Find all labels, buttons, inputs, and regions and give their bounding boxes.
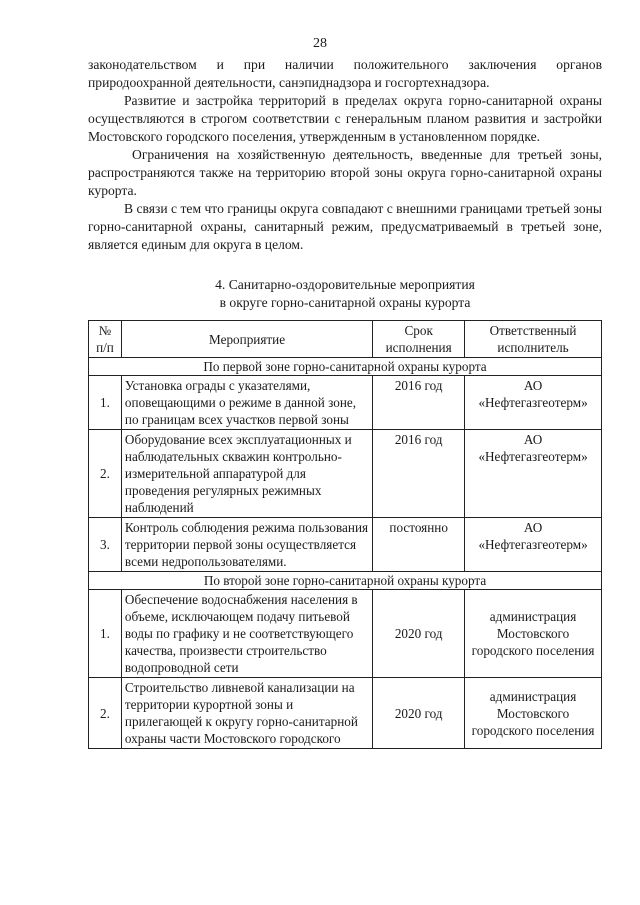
zone-title: По второй зоне горно-санитарной охраны курорта: [89, 572, 602, 590]
header-executor: Ответственный исполнитель: [465, 321, 602, 358]
measures-table: [88, 320, 602, 749]
row-num: 3.: [89, 518, 122, 572]
paragraph: Развитие и застройка территорий в пределах округа горно-санитарной охраны осуществляются в строгом соответствии с генеральным планом развития и застройки Мостовского городского поселения, утвержденным в установленном порядке.: [88, 93, 602, 144]
header-measure: Мероприятие: [121, 321, 372, 358]
table-row: [89, 590, 602, 678]
row-measure: Контроль соблюдения режима пользования территории первой зоны осуществляется всеми недропользователями.: [121, 518, 372, 572]
section-title-line: в округе горно-санитарной охраны курорта: [219, 295, 471, 310]
row-executor: АО «Нефтегазгеотерм»: [465, 430, 602, 518]
row-measure: Оборудование всех эксплуатационных и наблюдательных скважин контрольно-измерительной аппаратурой для проведения регулярных режимных наблюдений: [121, 430, 372, 518]
header-num: № п/п: [89, 321, 122, 358]
row-executor: АО «Нефтегазгеотерм»: [465, 376, 602, 430]
row-measure: Строительство ливневой канализации на территории курортной зоны и прилегающей к округу горно-санитарной охраны части Мостовского городского: [121, 678, 372, 749]
row-num: 1.: [89, 590, 122, 678]
row-measure: Установка ограды с указателями, оповещающими о режиме в данной зоне, по границам всех участков первой зоны: [121, 376, 372, 430]
section-title-line: 4. Санитарно-оздоровительные мероприятия: [215, 277, 475, 292]
row-measure: Обеспечение водоснабжения населения в объеме, исключающем подачу питьевой воды по графику и не соответствующего качества, произвести строительство водопроводной сети: [121, 590, 372, 678]
page-number: 28: [313, 36, 327, 51]
paragraph: Ограничения на хозяйственную деятельность, введенные для третьей зоны, распространяются также на территорию второй зоны округа горно-санитарной охраны курорта.: [88, 147, 602, 198]
table-row: [89, 518, 602, 572]
table-header-row: [89, 321, 602, 358]
zone-row: [89, 358, 602, 376]
row-deadline: 2016 год: [373, 430, 465, 518]
zone-title: По первой зоне горно-санитарной охраны курорта: [89, 358, 602, 376]
zone-row: [89, 572, 602, 590]
section-heading: [88, 276, 602, 312]
paragraph: законодательством и при наличии положительного заключения органов природоохранной деятельности, санэпиднадзора и госгортехнадзора.: [88, 57, 602, 90]
row-deadline: 2020 год: [373, 590, 465, 678]
paragraph: В связи с тем что границы округа совпадают с внешними границами третьей зоны горно-санитарной охраны, санитарный режим, предусматриваемый в третьей зоне, является единым для округа в целом.: [88, 201, 602, 252]
table-row: [89, 376, 602, 430]
body-text: [88, 56, 602, 254]
row-num: 2.: [89, 430, 122, 518]
table-row: [89, 678, 602, 749]
row-executor: АО «Нефтегазгеотерм»: [465, 518, 602, 572]
header-deadline: Срок исполнения: [373, 321, 465, 358]
row-deadline: постоянно: [373, 518, 465, 572]
row-deadline: 2016 год: [373, 376, 465, 430]
row-num: 1.: [89, 376, 122, 430]
row-executor: администрация Мостовского городского поселения: [465, 678, 602, 749]
row-deadline: 2020 год: [373, 678, 465, 749]
row-num: 2.: [89, 678, 122, 749]
table-row: [89, 430, 602, 518]
row-executor: администрация Мостовского городского поселения: [465, 590, 602, 678]
